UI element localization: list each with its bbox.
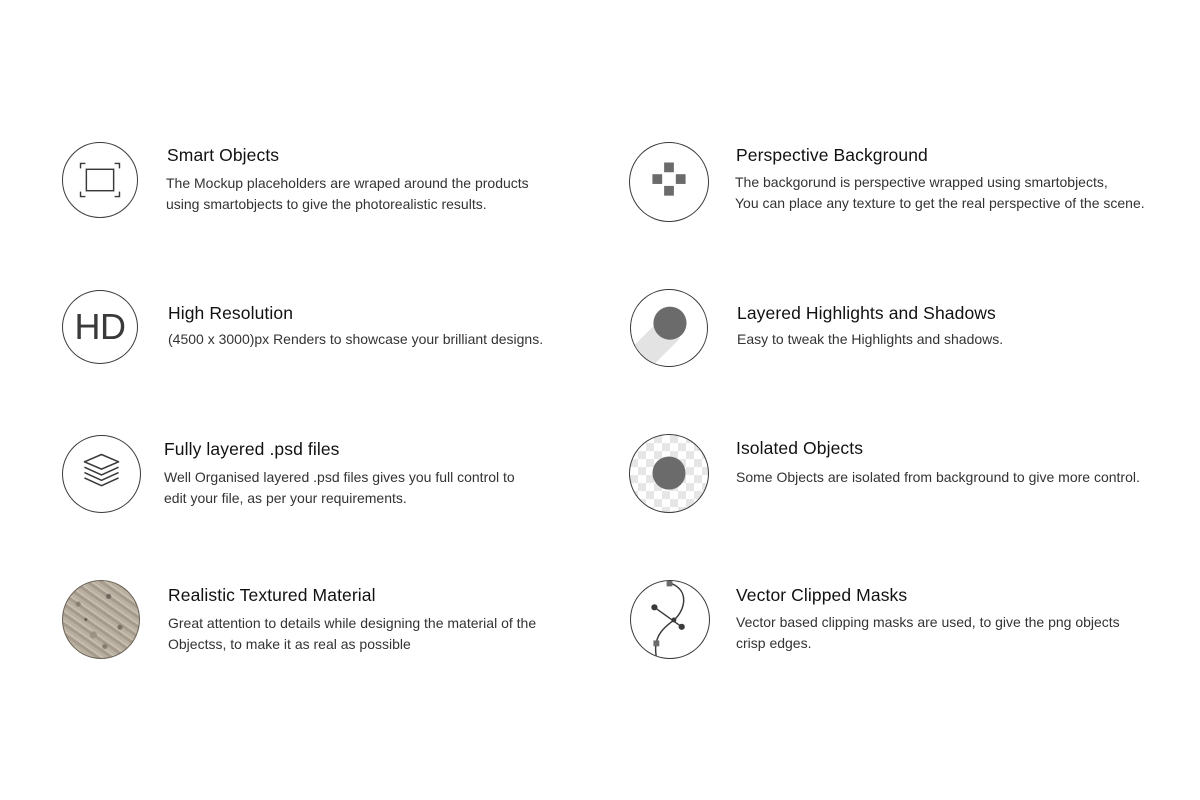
feature-title: Realistic Textured Material xyxy=(168,585,376,605)
feature-title: Vector Clipped Masks xyxy=(736,585,908,605)
hd-icon xyxy=(62,290,138,364)
feature-description: The Mockup placeholders are wraped around the products using smartobjects to give the photorealistic results. xyxy=(166,175,529,212)
feature-description: Great attention to details while designing the material of the Objectss, to make it as real as possible xyxy=(168,615,537,652)
texture-icon xyxy=(62,580,140,659)
layers-icon xyxy=(62,435,141,513)
feature-title: Layered Highlights and Shadows xyxy=(737,303,996,323)
hd-icon-text: HD xyxy=(74,306,126,347)
feature-description: Vector based clipping masks are used, to give the png objects crisp edges. xyxy=(736,614,1120,651)
feature-description: The backgorund is perspective wrapped using smartobjects, You can place any texture to get the real perspective of the scene. xyxy=(735,174,1145,211)
bezier-curve-icon xyxy=(630,580,710,659)
feature-title: High Resolution xyxy=(168,303,294,323)
feature-description: Easy to tweak the Highlights and shadows. xyxy=(737,331,1004,347)
feature-title: Fully layered .psd files xyxy=(164,439,340,459)
shadow-circle-icon xyxy=(630,289,708,367)
feature-description: Well Organised layered .psd files gives you full control to edit your file, as per your requirements. xyxy=(164,469,515,506)
feature-title: Smart Objects xyxy=(167,145,280,165)
frame-corners-icon xyxy=(62,142,138,218)
checker-diamond-icon xyxy=(629,142,709,222)
feature-description: (4500 x 3000)px Renders to showcase your brilliant designs. xyxy=(168,331,544,347)
feature-description: Some Objects are isolated from background to give more control. xyxy=(736,469,1140,485)
feature-title: Isolated Objects xyxy=(736,438,864,458)
feature-title: Perspective Background xyxy=(736,145,928,165)
isolated-circle-icon xyxy=(629,434,709,513)
